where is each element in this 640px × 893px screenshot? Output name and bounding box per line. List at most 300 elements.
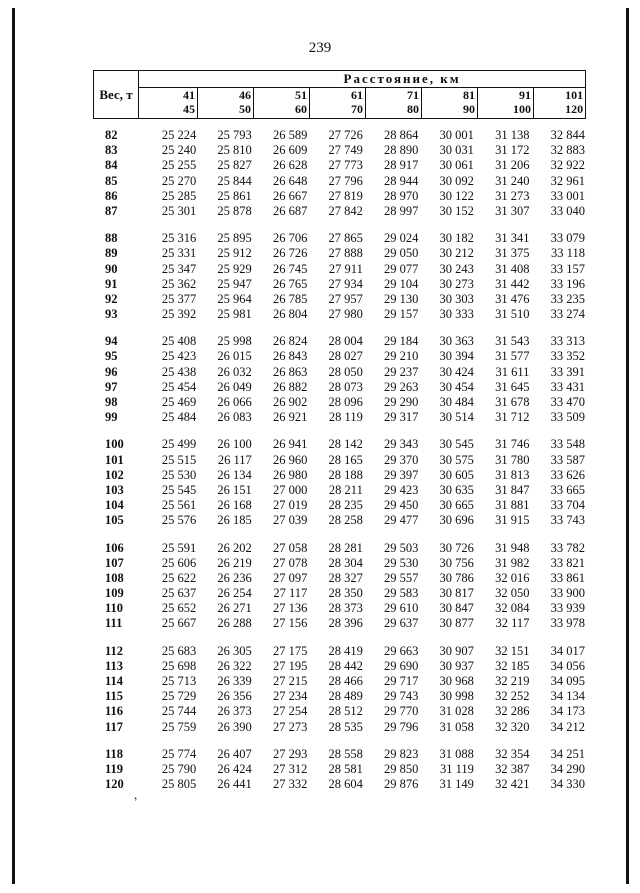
value-cell: 25 347 xyxy=(161,261,197,276)
value-cell: 25 255 xyxy=(161,158,197,173)
value-cell: 25 301 xyxy=(161,203,197,218)
value-cell: 29 503 xyxy=(384,540,419,555)
value-cell: 33 196 xyxy=(550,276,585,291)
weight-cell: 89 xyxy=(105,246,118,261)
value-cell: 30 817 xyxy=(439,586,474,601)
value-cell: 32 117 xyxy=(495,616,530,631)
value-cell: 29 024 xyxy=(384,231,419,246)
value-cell: 31 307 xyxy=(495,203,530,218)
distance-range-header xyxy=(254,88,310,119)
value-cell: 27 058 xyxy=(272,540,308,555)
table-row xyxy=(93,189,585,204)
value-cell: 25 998 xyxy=(217,334,252,349)
distance-range-header xyxy=(478,88,534,119)
table-row xyxy=(93,704,585,719)
value-cell: 31 543 xyxy=(495,334,530,349)
value-cell: 26 236 xyxy=(217,570,252,585)
value-cell: 25 827 xyxy=(217,158,252,173)
value-cell: 26 902 xyxy=(272,395,308,409)
value-cell: 34 017 xyxy=(550,643,585,658)
table-row xyxy=(93,747,585,762)
table-row xyxy=(93,365,585,380)
value-cell: 26 339 xyxy=(217,674,252,688)
weight-cell: 88 xyxy=(105,231,118,246)
value-cell: 34 095 xyxy=(550,674,585,688)
value-cell: 25 438 xyxy=(161,364,197,379)
range-to: 50 xyxy=(239,102,251,116)
value-cell: 26 941 xyxy=(272,437,308,452)
value-cell: 27 097 xyxy=(272,570,308,585)
value-cell: 29 770 xyxy=(384,704,419,719)
value-cell: 25 377 xyxy=(161,291,197,306)
value-cell: 26 202 xyxy=(217,540,252,555)
value-cell: 33 821 xyxy=(550,555,585,570)
value-cell: 30 696 xyxy=(439,513,474,528)
value-cell: 33 313 xyxy=(550,334,585,349)
value-cell: 31 510 xyxy=(495,307,530,322)
table-row xyxy=(93,644,585,659)
value-cell: 30 726 xyxy=(439,540,474,555)
range-to: 60 xyxy=(295,102,307,116)
table-row xyxy=(93,380,585,395)
value-cell: 30 484 xyxy=(439,395,474,409)
value-cell: 31 476 xyxy=(495,291,530,306)
value-cell: 26 745 xyxy=(272,261,308,276)
value-cell: 27 819 xyxy=(328,188,363,203)
value-cell: 27 195 xyxy=(272,658,308,673)
value-cell: 25 805 xyxy=(161,777,197,792)
value-cell: 31 915 xyxy=(495,513,530,528)
value-cell: 27 000 xyxy=(272,482,308,497)
value-cell: 26 322 xyxy=(217,658,252,673)
value-cell: 25 515 xyxy=(161,452,197,467)
value-cell: 32 185 xyxy=(495,658,530,673)
value-cell: 28 304 xyxy=(328,555,363,570)
weight-cell: 110 xyxy=(105,601,124,616)
value-cell: 27 312 xyxy=(272,761,308,776)
weight-cell: 84 xyxy=(105,158,118,173)
value-cell: 25 499 xyxy=(161,437,197,452)
table-row xyxy=(93,437,585,452)
value-cell: 28 489 xyxy=(328,689,363,704)
value-cell: 25 606 xyxy=(161,555,197,570)
value-cell: 26 015 xyxy=(217,349,252,364)
weight-cell: 108 xyxy=(105,570,124,585)
weight-cell: 86 xyxy=(105,188,118,203)
value-cell: 26 804 xyxy=(272,307,308,322)
value-cell: 29 663 xyxy=(384,643,419,658)
value-cell: 25 929 xyxy=(217,261,252,276)
value-cell: 31 088 xyxy=(439,746,474,761)
value-cell: 34 134 xyxy=(550,689,585,704)
value-cell: 27 934 xyxy=(328,276,363,291)
weight-cell: 97 xyxy=(105,379,118,394)
value-cell: 25 774 xyxy=(161,746,197,761)
distance-range-header xyxy=(534,88,586,119)
value-cell: 25 895 xyxy=(217,231,252,246)
value-cell: 26 980 xyxy=(272,467,308,482)
row-group xyxy=(93,541,585,632)
weight-cell: 106 xyxy=(105,540,124,555)
value-cell: 29 157 xyxy=(384,307,419,322)
value-cell: 30 031 xyxy=(439,143,474,158)
table-row xyxy=(93,689,585,704)
table-row xyxy=(93,659,585,674)
value-cell: 33 587 xyxy=(550,452,585,467)
value-cell: 32 050 xyxy=(495,586,530,601)
value-cell: 31 645 xyxy=(495,379,530,394)
value-cell: 26 726 xyxy=(272,246,308,261)
weight-cell: 119 xyxy=(105,761,124,776)
weight-cell: 100 xyxy=(105,437,124,452)
value-cell: 30 605 xyxy=(439,467,474,482)
value-cell: 26 407 xyxy=(217,746,252,761)
table-row xyxy=(93,571,585,586)
value-cell: 26 824 xyxy=(272,334,308,349)
value-cell: 26 305 xyxy=(217,643,252,658)
value-cell: 28 997 xyxy=(384,203,419,218)
weight-cell: 104 xyxy=(105,498,124,513)
range-to: 120 xyxy=(565,102,584,116)
value-cell: 33 509 xyxy=(550,410,585,425)
value-cell: 30 575 xyxy=(439,452,474,467)
weight-cell: 96 xyxy=(105,364,118,379)
value-cell: 29 184 xyxy=(384,334,419,349)
value-cell: 27 039 xyxy=(272,513,308,528)
value-cell: 25 362 xyxy=(161,276,197,291)
value-cell: 26 151 xyxy=(217,482,252,497)
range-from: 61 xyxy=(351,88,363,102)
value-cell: 27 773 xyxy=(328,158,363,173)
value-cell: 33 861 xyxy=(550,570,585,585)
value-cell: 25 729 xyxy=(161,689,197,704)
value-cell: 33 548 xyxy=(550,437,585,452)
value-cell: 28 890 xyxy=(384,143,419,158)
table-header xyxy=(93,70,586,119)
table-row xyxy=(93,513,585,528)
table-row xyxy=(93,586,585,601)
range-from: 91 xyxy=(519,88,531,102)
weight-cell: 95 xyxy=(105,349,118,364)
value-cell: 27 156 xyxy=(272,616,308,631)
value-cell: 25 744 xyxy=(161,704,197,719)
value-cell: 28 235 xyxy=(328,498,363,513)
value-cell: 28 581 xyxy=(328,761,363,776)
table-row xyxy=(93,395,585,410)
value-cell: 29 290 xyxy=(384,395,419,409)
value-cell: 33 235 xyxy=(550,291,585,306)
value-cell: 26 271 xyxy=(217,601,252,616)
value-cell: 25 844 xyxy=(217,173,252,188)
weight-cell: 92 xyxy=(105,291,118,306)
value-cell: 27 234 xyxy=(272,689,308,704)
value-cell: 26 134 xyxy=(217,467,252,482)
value-cell: 33 939 xyxy=(550,601,585,616)
row-group xyxy=(93,231,585,322)
value-cell: 26 441 xyxy=(217,777,252,792)
value-cell: 29 104 xyxy=(384,276,419,291)
value-cell: 31 678 xyxy=(495,395,530,409)
value-cell: 25 316 xyxy=(161,231,197,246)
value-cell: 26 863 xyxy=(272,364,308,379)
table-row xyxy=(93,158,585,173)
value-cell: 25 240 xyxy=(161,143,197,158)
value-cell: 25 423 xyxy=(161,349,197,364)
value-cell: 31 577 xyxy=(495,349,530,364)
table-row xyxy=(93,601,585,616)
value-cell: 31 712 xyxy=(495,410,530,425)
table-row xyxy=(93,468,585,483)
range-to: 100 xyxy=(513,102,531,116)
value-cell: 29 583 xyxy=(384,586,419,601)
value-cell: 25 683 xyxy=(161,643,197,658)
row-group xyxy=(93,747,585,793)
value-cell: 33 665 xyxy=(550,482,585,497)
value-cell: 26 373 xyxy=(217,704,252,719)
value-cell: 28 281 xyxy=(328,540,363,555)
value-cell: 28 258 xyxy=(328,513,363,528)
value-cell: 31 611 xyxy=(495,364,530,379)
value-cell: 26 219 xyxy=(217,555,252,570)
value-cell: 30 363 xyxy=(439,334,474,349)
value-cell: 32 961 xyxy=(550,173,585,188)
value-cell: 33 079 xyxy=(550,231,585,246)
value-cell: 27 957 xyxy=(328,291,363,306)
table-row xyxy=(93,541,585,556)
value-cell: 29 477 xyxy=(384,513,419,528)
weight-cell: 109 xyxy=(105,586,124,601)
row-group xyxy=(93,128,585,219)
distance-range-header xyxy=(198,88,254,119)
value-cell: 28 004 xyxy=(328,334,363,349)
value-cell: 31 881 xyxy=(495,498,530,513)
value-cell: 25 484 xyxy=(161,410,197,425)
value-cell: 30 454 xyxy=(439,379,474,394)
value-cell: 26 100 xyxy=(217,437,252,452)
page-number: 239 xyxy=(308,40,332,56)
value-cell: 30 424 xyxy=(439,364,474,379)
value-cell: 25 981 xyxy=(217,307,252,322)
value-cell: 31 375 xyxy=(495,246,530,261)
value-cell: 30 061 xyxy=(439,158,474,173)
value-cell: 31 948 xyxy=(495,540,530,555)
value-cell: 25 667 xyxy=(161,616,197,631)
table-row xyxy=(93,498,585,513)
value-cell: 26 032 xyxy=(217,364,252,379)
value-cell: 26 882 xyxy=(272,379,308,394)
value-cell: 33 001 xyxy=(550,188,585,203)
value-cell: 34 330 xyxy=(550,777,585,792)
weight-cell: 103 xyxy=(105,482,124,497)
table-row xyxy=(93,777,585,792)
value-cell: 32 084 xyxy=(495,601,530,616)
weight-cell: 102 xyxy=(105,467,124,482)
value-cell: 26 648 xyxy=(272,173,308,188)
value-cell: 33 118 xyxy=(551,246,585,261)
value-cell: 30 937 xyxy=(439,658,474,673)
weight-cell: 82 xyxy=(105,128,118,142)
value-cell: 29 743 xyxy=(384,689,419,704)
value-cell: 25 878 xyxy=(217,203,252,218)
value-cell: 25 561 xyxy=(161,498,197,513)
weight-cell: 114 xyxy=(105,674,124,688)
value-cell: 30 756 xyxy=(439,555,474,570)
table-row xyxy=(93,143,585,158)
value-cell: 28 535 xyxy=(328,719,363,734)
value-cell: 27 136 xyxy=(272,601,308,616)
value-cell: 33 040 xyxy=(550,203,585,218)
row-group xyxy=(93,437,585,528)
table-row xyxy=(93,307,585,322)
value-cell: 29 397 xyxy=(384,467,419,482)
value-cell: 26 288 xyxy=(217,616,252,631)
distance-range-header xyxy=(366,88,422,119)
value-cell: 26 843 xyxy=(272,349,308,364)
value-cell: 26 083 xyxy=(217,410,252,425)
value-cell: 29 050 xyxy=(384,246,419,261)
value-cell: 27 842 xyxy=(328,203,363,218)
value-cell: 25 790 xyxy=(161,761,197,776)
value-cell: 25 793 xyxy=(217,128,252,142)
value-cell: 28 073 xyxy=(328,379,363,394)
value-cell: 26 628 xyxy=(272,158,308,173)
value-cell: 25 652 xyxy=(161,601,197,616)
value-cell: 29 237 xyxy=(384,364,419,379)
value-cell: 29 370 xyxy=(384,452,419,467)
value-cell: 33 704 xyxy=(550,498,585,513)
value-cell: 25 469 xyxy=(161,395,197,409)
value-cell: 25 947 xyxy=(217,276,252,291)
range-from: 41 xyxy=(183,88,195,102)
weight-column-header: Вес, т xyxy=(94,71,139,119)
value-cell: 33 391 xyxy=(550,364,585,379)
value-cell: 30 545 xyxy=(439,437,474,452)
distance-range-header xyxy=(139,88,198,119)
table-row xyxy=(93,262,585,277)
value-cell: 29 637 xyxy=(384,616,419,631)
value-cell: 29 717 xyxy=(384,674,419,688)
value-cell: 25 861 xyxy=(217,188,252,203)
range-from: 81 xyxy=(463,88,475,102)
value-cell: 25 637 xyxy=(161,586,197,601)
weight-cell: 93 xyxy=(105,307,118,322)
value-cell: 27 865 xyxy=(328,231,363,246)
value-cell: 29 850 xyxy=(384,761,419,776)
weight-cell: 105 xyxy=(105,513,124,528)
value-cell: 30 092 xyxy=(439,173,474,188)
value-cell: 30 665 xyxy=(439,498,474,513)
value-cell: 31 206 xyxy=(495,158,530,173)
value-cell: 27 749 xyxy=(328,143,363,158)
pen-tick-mark: , xyxy=(130,787,139,803)
weight-cell: 113 xyxy=(105,658,124,673)
distance-range-header xyxy=(422,88,478,119)
value-cell: 25 408 xyxy=(161,334,197,349)
range-to: 90 xyxy=(463,102,475,116)
value-cell: 27 911 xyxy=(328,261,363,276)
value-cell: 28 864 xyxy=(384,128,419,142)
value-cell: 26 960 xyxy=(272,452,308,467)
value-cell: 26 785 xyxy=(272,291,308,306)
value-cell: 28 050 xyxy=(328,364,363,379)
value-cell: 31 119 xyxy=(439,761,474,776)
value-cell: 31 172 xyxy=(495,143,530,158)
value-cell: 28 396 xyxy=(328,616,363,631)
value-cell: 32 421 xyxy=(495,777,530,792)
value-cell: 25 759 xyxy=(161,719,197,734)
value-cell: 31 028 xyxy=(439,704,474,719)
value-cell: 33 626 xyxy=(550,467,585,482)
value-cell: 30 394 xyxy=(439,349,474,364)
value-cell: 27 332 xyxy=(272,777,308,792)
value-cell: 31 240 xyxy=(495,173,530,188)
range-to: 70 xyxy=(351,102,363,116)
value-cell: 27 888 xyxy=(328,246,363,261)
table-row xyxy=(93,174,585,189)
value-cell: 27 796 xyxy=(328,173,363,188)
value-cell: 32 387 xyxy=(495,761,530,776)
value-cell: 33 978 xyxy=(550,616,585,631)
value-cell: 25 545 xyxy=(161,482,197,497)
table-row xyxy=(93,410,585,425)
value-cell: 28 373 xyxy=(328,601,363,616)
value-cell: 31 847 xyxy=(495,482,530,497)
distance-header: Расстояние, км xyxy=(139,71,586,88)
value-cell: 27 273 xyxy=(272,719,308,734)
value-cell: 28 027 xyxy=(328,349,363,364)
table-row xyxy=(93,762,585,777)
weight-cell: 118 xyxy=(105,746,124,761)
value-cell: 26 765 xyxy=(272,276,308,291)
weight-cell: 116 xyxy=(105,704,124,719)
range-from: 71 xyxy=(407,88,419,102)
value-cell: 27 019 xyxy=(272,498,308,513)
value-cell: 30 122 xyxy=(439,188,474,203)
value-cell: 33 470 xyxy=(550,395,585,409)
value-cell: 29 343 xyxy=(384,437,419,452)
value-cell: 30 182 xyxy=(439,231,474,246)
value-cell: 32 219 xyxy=(495,674,530,688)
value-cell: 31 442 xyxy=(495,276,530,291)
row-group xyxy=(93,644,585,735)
value-cell: 25 530 xyxy=(161,467,197,482)
value-cell: 29 210 xyxy=(384,349,419,364)
value-cell: 34 290 xyxy=(550,761,585,776)
value-cell: 25 454 xyxy=(161,379,197,394)
table-row xyxy=(93,128,585,143)
weight-cell: 117 xyxy=(105,719,124,734)
weight-cell: 115 xyxy=(105,689,124,704)
range-to: 80 xyxy=(407,102,419,116)
value-cell: 26 254 xyxy=(217,586,252,601)
value-cell: 28 211 xyxy=(328,482,363,497)
value-cell: 33 352 xyxy=(550,349,585,364)
value-cell: 34 173 xyxy=(550,704,585,719)
value-cell: 29 690 xyxy=(384,658,419,673)
value-cell: 25 224 xyxy=(161,128,197,142)
value-cell: 26 687 xyxy=(272,203,308,218)
weight-cell: 91 xyxy=(105,276,118,291)
table-row xyxy=(93,556,585,571)
value-cell: 28 165 xyxy=(328,452,363,467)
value-cell: 30 001 xyxy=(439,128,474,142)
weight-cell: 107 xyxy=(105,555,124,570)
value-cell: 32 151 xyxy=(495,643,530,658)
value-cell: 25 270 xyxy=(161,173,197,188)
value-cell: 29 077 xyxy=(384,261,419,276)
table-row xyxy=(93,483,585,498)
value-cell: 28 327 xyxy=(328,570,363,585)
